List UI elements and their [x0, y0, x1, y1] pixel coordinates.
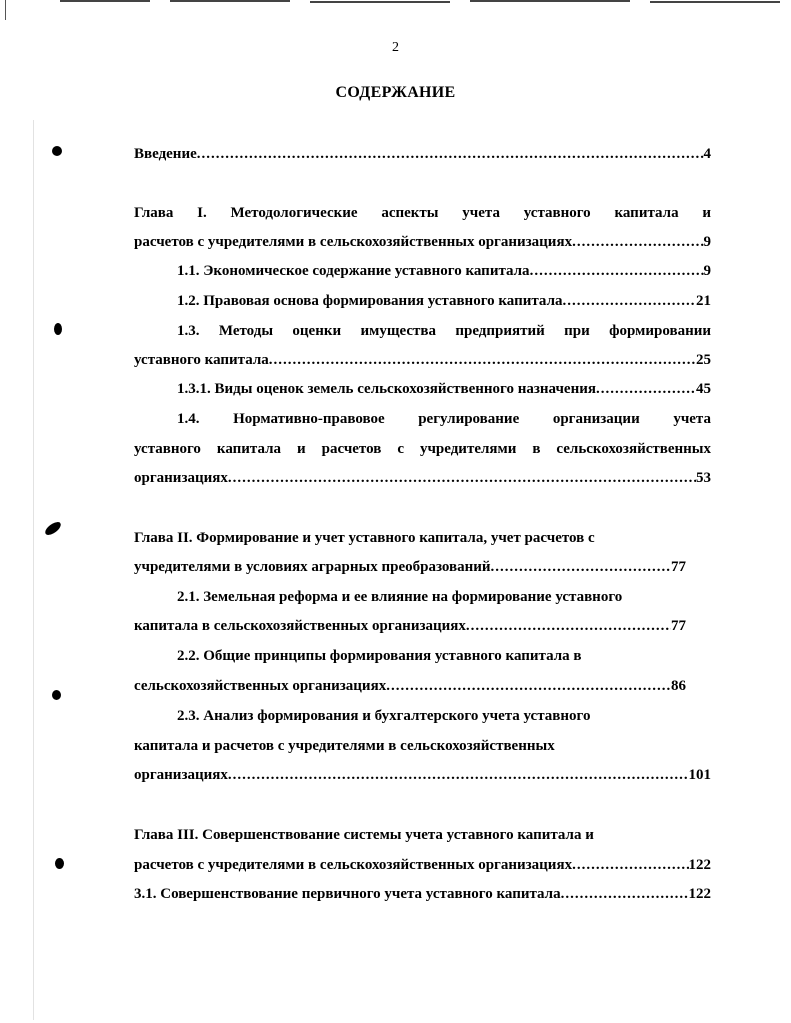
dot-leader [269, 350, 696, 370]
toc-entry-text: уставного капитала и расчетов с учредителями в сельскохозяйственных [134, 441, 711, 457]
toc-page-number: 122 [688, 857, 711, 873]
toc-page-number: 77 [671, 559, 686, 575]
toc-page-number: 101 [688, 767, 711, 783]
toc-entry-text: Глава II. Формирование и учет уставного капитала, учет расчетов с [134, 530, 595, 546]
toc-entry-text: расчетов с учредителями в сельскохозяйственных организациях [134, 857, 573, 873]
toc-entry-2-3-cont[interactable] [134, 736, 711, 756]
toc-entry-2-2[interactable] [134, 646, 711, 666]
toc-entry-1-1[interactable] [134, 261, 711, 281]
dot-leader [228, 765, 689, 785]
toc-entry-text: 3.1. Совершенствование первичного учета уставного капитала [134, 886, 561, 902]
dot-leader [572, 232, 703, 252]
toc-entry-chapter-3[interactable] [134, 825, 711, 845]
dot-leader [491, 557, 671, 577]
toc-entry-2-1-cont[interactable] [134, 616, 686, 636]
toc-entry-text: Глава I. Методологические аспекты учета уставного капитала и [134, 205, 711, 221]
toc-entry-1-4-cont[interactable] [134, 439, 711, 459]
toc-entry-1-4-end[interactable] [134, 468, 711, 488]
binder-hole-mark [54, 323, 62, 335]
toc-entry-text: 1.4. Нормативно-правовое регулирование организации учета [177, 411, 711, 427]
toc-page-number: 4 [703, 146, 711, 162]
toc-entry-text: 2.3. Анализ формирования и бухгалтерского учета уставного [177, 708, 591, 724]
toc-entry-2-3-end[interactable] [134, 765, 711, 785]
dot-leader [596, 379, 696, 399]
page-number: 2 [392, 40, 399, 55]
dot-leader [530, 261, 704, 281]
toc-page-number: 9 [703, 234, 711, 250]
toc-entry-text: 2.1. Земельная реформа и ее влияние на формирование уставного [177, 589, 623, 605]
toc-page-number: 9 [703, 263, 711, 279]
toc-entry-text: сельскохозяйственных организациях [134, 678, 387, 694]
dot-leader [572, 855, 688, 875]
toc-entry-1-3[interactable] [134, 321, 711, 341]
binder-hole-mark [52, 146, 62, 156]
toc-entry-chapter-1[interactable] [134, 203, 711, 223]
toc-entry-text: Глава III. Совершенствование системы учета уставного капитала и [134, 827, 594, 843]
toc-entry-chapter-2[interactable] [134, 528, 711, 548]
toc-entry-text: расчетов с учредителями в сельскохозяйственных организациях [134, 234, 573, 250]
dot-leader [561, 884, 689, 904]
scan-top-edge [0, 0, 791, 8]
toc-entry-chapter-3-cont[interactable] [134, 855, 711, 875]
toc-entry-text: организациях [134, 767, 228, 783]
dot-leader [228, 468, 696, 488]
toc-entry-2-2-cont[interactable] [134, 676, 686, 696]
binder-hole-mark [55, 858, 64, 869]
toc-entry-text: 2.2. Общие принципы формирования уставного капитала в [177, 648, 582, 664]
toc-entry-text: уставного капитала [134, 352, 269, 368]
toc-entry-text: 1.2. Правовая основа формирования уставного капитала [177, 293, 563, 309]
dot-leader [197, 144, 704, 164]
toc-page-number: 77 [671, 618, 686, 634]
toc-entry-2-1[interactable] [134, 587, 711, 607]
toc-page-number: 21 [696, 293, 711, 309]
toc-entry-1-2[interactable] [134, 291, 711, 311]
toc-page-number: 45 [696, 381, 711, 397]
toc-entry-1-4[interactable] [134, 409, 711, 429]
toc-entry-text: 1.1. Экономическое содержание уставного капитала [177, 263, 530, 279]
toc-entry-text: Введение [134, 146, 197, 162]
toc-page-number: 25 [696, 352, 711, 368]
dot-leader [562, 291, 696, 311]
toc-entry-1-3-cont[interactable] [134, 350, 711, 370]
toc-entry-text: учредителями в условиях аграрных преобразований [134, 559, 491, 575]
binder-hole-mark [43, 520, 63, 537]
toc-entry-3-1[interactable] [134, 884, 711, 904]
dot-leader [386, 676, 671, 696]
toc-entry-chapter-1-cont[interactable] [134, 232, 711, 252]
toc-entry-2-3[interactable] [134, 706, 711, 726]
dot-leader [466, 616, 671, 636]
toc-page-number: 122 [688, 886, 711, 902]
toc-entry-1-3-1[interactable] [134, 379, 711, 399]
toc-entry-intro[interactable] [134, 144, 711, 164]
scan-corner-mark [5, 0, 6, 20]
toc-entry-text: 1.3. Методы оценки имущества предприятий при формировании [177, 323, 711, 339]
scan-margin-line [33, 120, 34, 1020]
page-title: СОДЕРЖАНИЕ [335, 84, 456, 101]
toc-entry-text: 1.3.1. Виды оценок земель сельскохозяйственного назначения [177, 381, 596, 397]
toc-entry-text: организациях [134, 470, 228, 486]
toc-entry-text: капитала и расчетов с учредителями в сельскохозяйственных [134, 738, 555, 754]
toc-page-number: 86 [671, 678, 686, 694]
toc-page-number: 53 [696, 470, 711, 486]
binder-hole-mark [52, 690, 61, 700]
toc-entry-text: капитала в сельскохозяйственных организациях [134, 618, 466, 634]
toc-entry-chapter-2-cont[interactable] [134, 557, 686, 577]
